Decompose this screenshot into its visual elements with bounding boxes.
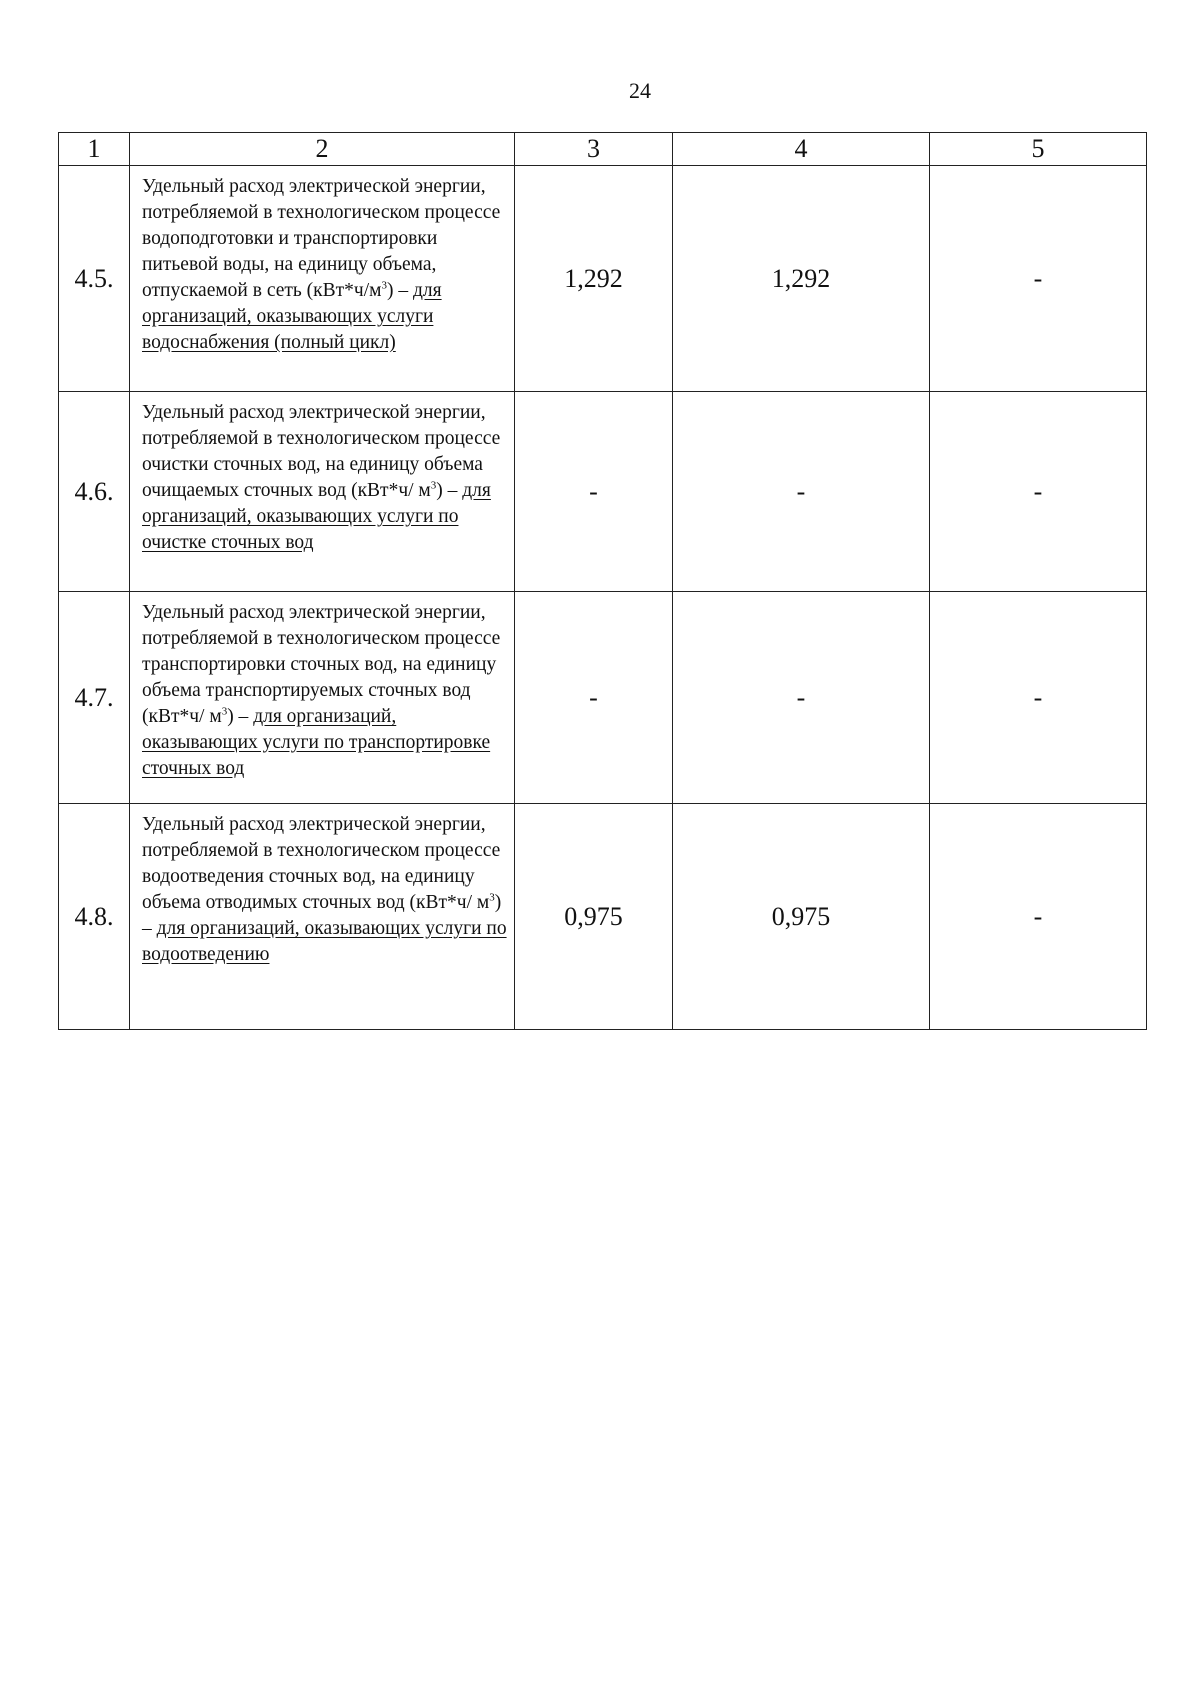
table-row — [59, 804, 1147, 1030]
description-underlined: для организаций, оказывающих услуги по очистке сточных вод — [142, 480, 491, 553]
value-col5: - — [930, 804, 1147, 1030]
description-text-after: ) – — [386, 280, 413, 301]
description-text: Удельный расход электрической энергии, потребляемой в технологическом процессе транспортировки сточных вод, на единицу объема транспортируемых сточных вод (кВт*ч/ м — [142, 602, 501, 727]
description-text: Удельный расход электрической энергии, потребляемой в технологическом процессе очистки сточных вод, на единицу объема очищаемых сточных вод (кВт*ч/ м — [142, 402, 501, 501]
value-col3: 1,292 — [515, 166, 673, 392]
row-number: 4.6. — [59, 392, 130, 592]
value-col3: - — [515, 592, 673, 804]
column-header-2: 2 — [130, 133, 515, 166]
column-header-4: 4 — [673, 133, 930, 166]
row-description — [130, 166, 515, 392]
description-underlined: для организаций, оказывающих услуги по транспортировке сточных вод — [142, 706, 491, 779]
superscript: 3 — [489, 891, 495, 904]
row-number: 4.7. — [59, 592, 130, 804]
value-col4: - — [673, 592, 930, 804]
value-col5: - — [930, 592, 1147, 804]
description-text: Удельный расход электрической энергии, потребляемой в технологическом процессе водоотведения сточных вод, на единицу объема отводимых сточных вод (кВт*ч/ м — [142, 814, 501, 913]
page-number: 24 — [629, 78, 651, 103]
table-row — [59, 392, 1147, 592]
table-row — [59, 166, 1147, 392]
row-description — [130, 804, 515, 1030]
indicators-table — [58, 132, 1147, 1030]
row-description — [130, 392, 515, 592]
value-col5: - — [930, 166, 1147, 392]
superscript: 3 — [381, 279, 387, 292]
description-text: Удельный расход электрической энергии, потребляемой в технологическом процессе водоподготовки и транспортировки питьевой воды, на единицу объема, отпускаемой в сеть (кВт*ч/м — [142, 176, 501, 301]
table-header-row — [59, 133, 1147, 166]
value-col5: - — [930, 392, 1147, 592]
description-underlined: для организаций, оказывающих услуги по водоотведению — [142, 918, 507, 965]
value-col3: - — [515, 392, 673, 592]
superscript: 3 — [430, 479, 437, 492]
row-number: 4.5. — [59, 166, 130, 392]
description-text-after: ) – — [142, 892, 502, 939]
column-header-1: 1 — [59, 133, 130, 166]
value-col3: 0,975 — [515, 804, 673, 1030]
description-text-after: ) – — [436, 480, 463, 501]
column-header-5: 5 — [930, 133, 1147, 166]
value-col4: - — [673, 392, 930, 592]
row-description — [130, 592, 515, 804]
description-text-after: ) – — [227, 706, 254, 727]
column-header-3: 3 — [515, 133, 673, 166]
superscript: 3 — [221, 705, 228, 718]
table-row — [59, 592, 1147, 804]
description-underlined: для организаций, оказывающих услуги водоснабжения (полный цикл) — [142, 280, 442, 353]
row-number: 4.8. — [59, 804, 130, 1030]
value-col4: 1,292 — [673, 166, 930, 392]
value-col4: 0,975 — [673, 804, 930, 1030]
